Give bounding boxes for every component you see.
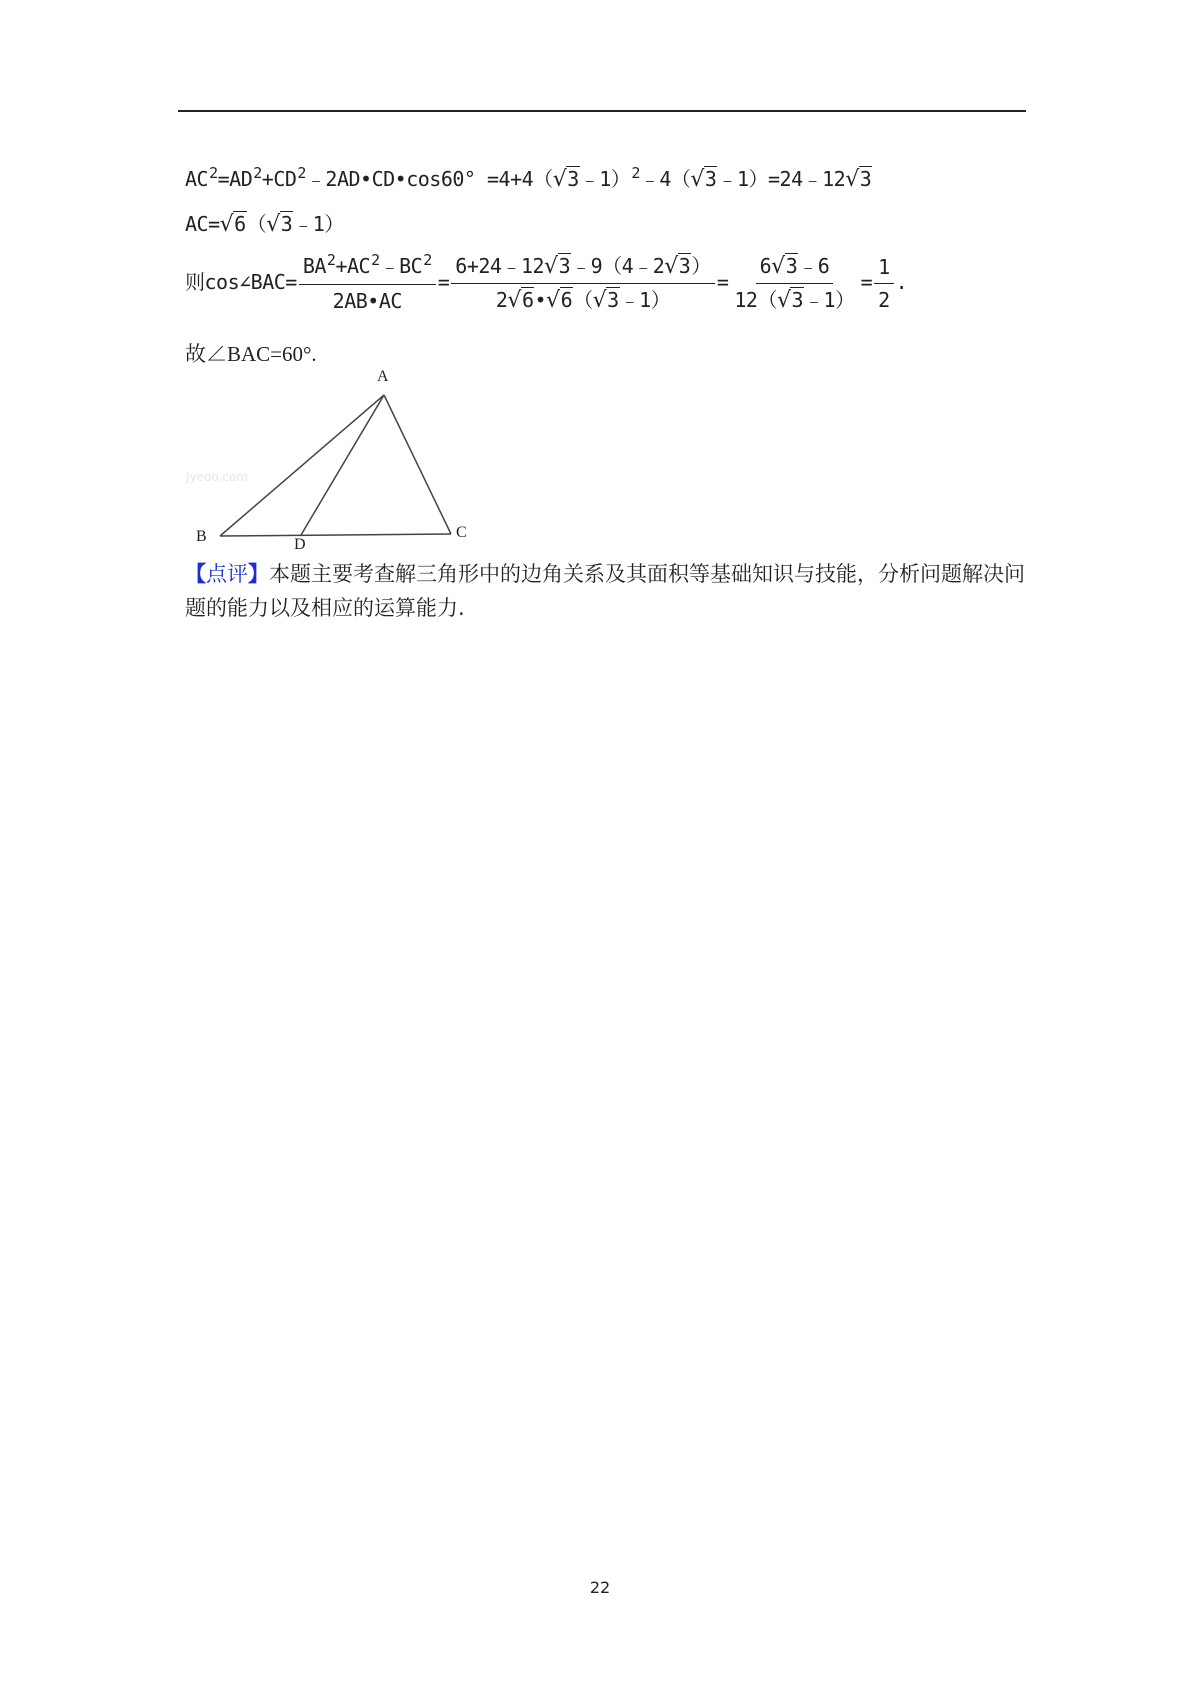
vertex-label-a: A [377,368,389,385]
equation-line-cos-bac: 则cos∠BAC= $\frac{BA^2+AC^2﹣BC^2}{2AB•AC}$ = $\frac{6+24﹣12√3﹣9(4﹣2√3)}{2√6•√6(√3﹣1)}$ = $\frac{6√3﹣6}{12(√3﹣1)}$ = $\frac{1}{2}$ . [185,251,908,313]
sqrt-3: √3 [266,212,293,237]
sqrt-3: √3 [690,167,717,192]
watermark: Jyeoo.com [186,470,248,484]
triangle-diagram [180,368,480,558]
fraction-law-of-cosines: $\frac{BA^2+AC^2﹣BC^2}{2AB•AC}$ [299,253,436,314]
fraction-one-half: $\frac{1}{2}$ [874,254,894,313]
page-number: 22 [589,1578,611,1597]
sqrt-3: √3 [552,167,579,192]
sqrt-6: √6 [219,212,246,237]
sqrt-3: √3 [845,167,872,192]
equation-line-ac-value: AC=√6（√3﹣1） [185,212,344,237]
vertex-label-c: C [456,524,467,541]
segment-bc [220,534,451,536]
header-rule [178,110,1026,112]
comment-tag: 点评 [206,562,248,586]
fraction-simplified: $\frac{6√3﹣6}{12(√3﹣1)}$ [734,254,855,313]
point-label-d: D [294,536,306,553]
equation-line-ac-squared: $AC^2=AD^2+CD^2﹣2AD•CD•\cos 60^\circ$ =4+4（√3﹣1）$^2$﹣4（√3﹣1）=24﹣12√3 [185,164,872,192]
segment-ab [220,395,384,536]
vertex-label-b: B [196,528,207,545]
comment-paragraph: 【点评】本题主要考查解三角形中的边角关系及其面积等基础知识与技能，分析问题解决问题的能力以及相应的运算能力. [185,562,1025,620]
triangle-figure [180,368,480,558]
segment-ac [384,395,451,534]
conclusion-line: 故∠BAC=60°. [185,342,317,366]
segment-ad [301,395,384,535]
fraction-substituted: $\frac{6+24﹣12√3﹣9(4﹣2√3)}{2√6•√6(√3﹣1)}$ [451,253,715,314]
